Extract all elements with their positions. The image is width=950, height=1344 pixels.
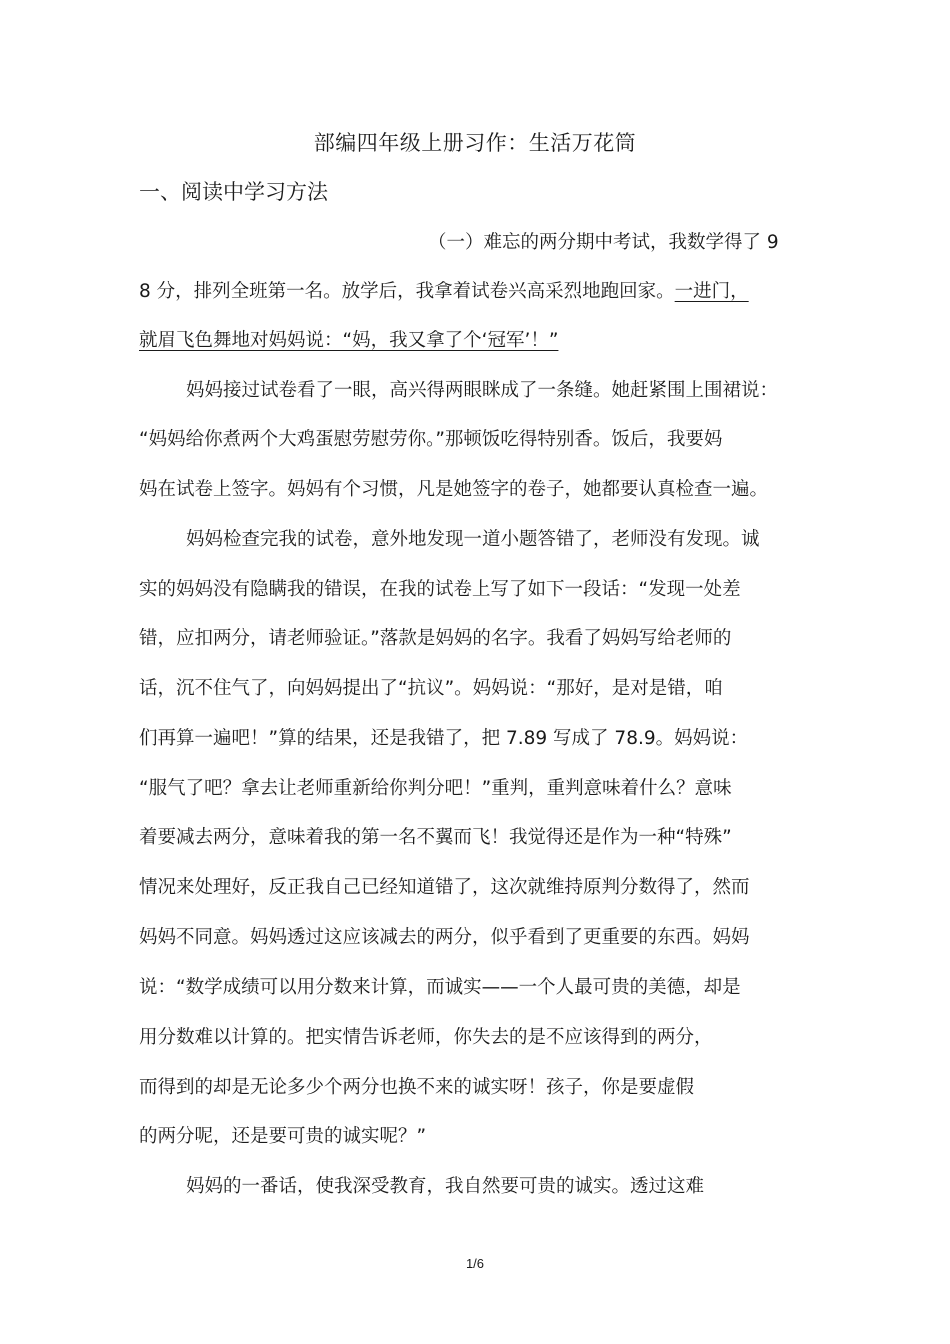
paragraph-line: 妈妈不同意。妈妈透过这应该减去的两分，似乎看到了更重要的东西。妈妈: [139, 927, 750, 948]
paragraph-line: 而得到的却是无论多少个两分也换不来的诚实呀！孩子，你是要虚假: [139, 1077, 695, 1098]
paragraph-line: 实的妈妈没有隐瞒我的错误，在我的试卷上写了如下一段话：“发现一处差: [139, 579, 741, 600]
paragraph-line: [139, 279, 749, 305]
paragraph-line: “服气了吧？拿去让老师重新给你判分吧！”重判，重判意味着什么？意味: [139, 778, 732, 799]
paragraph-line: 用分数难以计算的。把实情告诉老师，你失去的是不应该得到的两分，: [139, 1027, 713, 1048]
paragraph-text: 8 分，排列全班第一名。放学后，我拿着试卷兴高采烈地跑回家。: [139, 281, 675, 302]
paragraph-line: 话，沉不住气了，向妈妈提出了“抗议”。妈妈说：“那好，是对是错，咱: [139, 678, 723, 699]
paragraph-line: 的两分呢，还是要可贵的诚实呢？”: [139, 1126, 427, 1147]
paragraph-line: 情况来处理好，反正我自己已经知道错了，这次就维持原判分数得了，然而: [139, 877, 750, 898]
underlined-text: 一进门，: [674, 281, 749, 302]
paragraph-line: （一）难忘的两分期中考试，我数学得了 9: [428, 232, 779, 253]
page-number: 1/6: [465, 1256, 485, 1271]
section-heading: 一、阅读中学习方法: [139, 180, 328, 204]
paragraph-line: 着要减去两分，意味着我的第一名不翼而飞！我觉得还是作为一种“特殊”: [139, 827, 732, 848]
underlined-line: 就眉飞色舞地对妈妈说：“妈，我又拿了个‘冠军’！”: [139, 330, 559, 351]
page-title: 部编四年级上册习作：生活万花筒: [313, 131, 637, 155]
paragraph-line: 妈妈接过试卷看了一眼，高兴得两眼眯成了一条缝。她赶紧围上围裙说：: [186, 380, 779, 401]
paragraph-line: 妈在试卷上签字。妈妈有个习惯，凡是她签字的卷子，她都要认真检查一遍。: [139, 479, 769, 500]
paragraph-line: 说：“数学成绩可以用分数来计算，而诚实——一个人最可贵的美德，却是: [139, 977, 741, 998]
paragraph-line: 妈妈的一番话，使我深受教育，我自然要可贵的诚实。透过这难: [186, 1176, 705, 1197]
paragraph-line: “妈妈给你煮两个大鸡蛋慰劳慰劳你。”那顿饭吃得特别香。饭后，我要妈: [139, 429, 723, 450]
paragraph-line: 们再算一遍吧！”算的结果，还是我错了，把 7.89 写成了 78.9。妈妈说：: [139, 728, 749, 749]
paragraph-line: 妈妈检查完我的试卷，意外地发现一道小题答错了，老师没有发现。诚: [186, 529, 760, 550]
paragraph-line: 错，应扣两分，请老师验证。”落款是妈妈的名字。我看了妈妈写给老师的: [139, 628, 732, 649]
